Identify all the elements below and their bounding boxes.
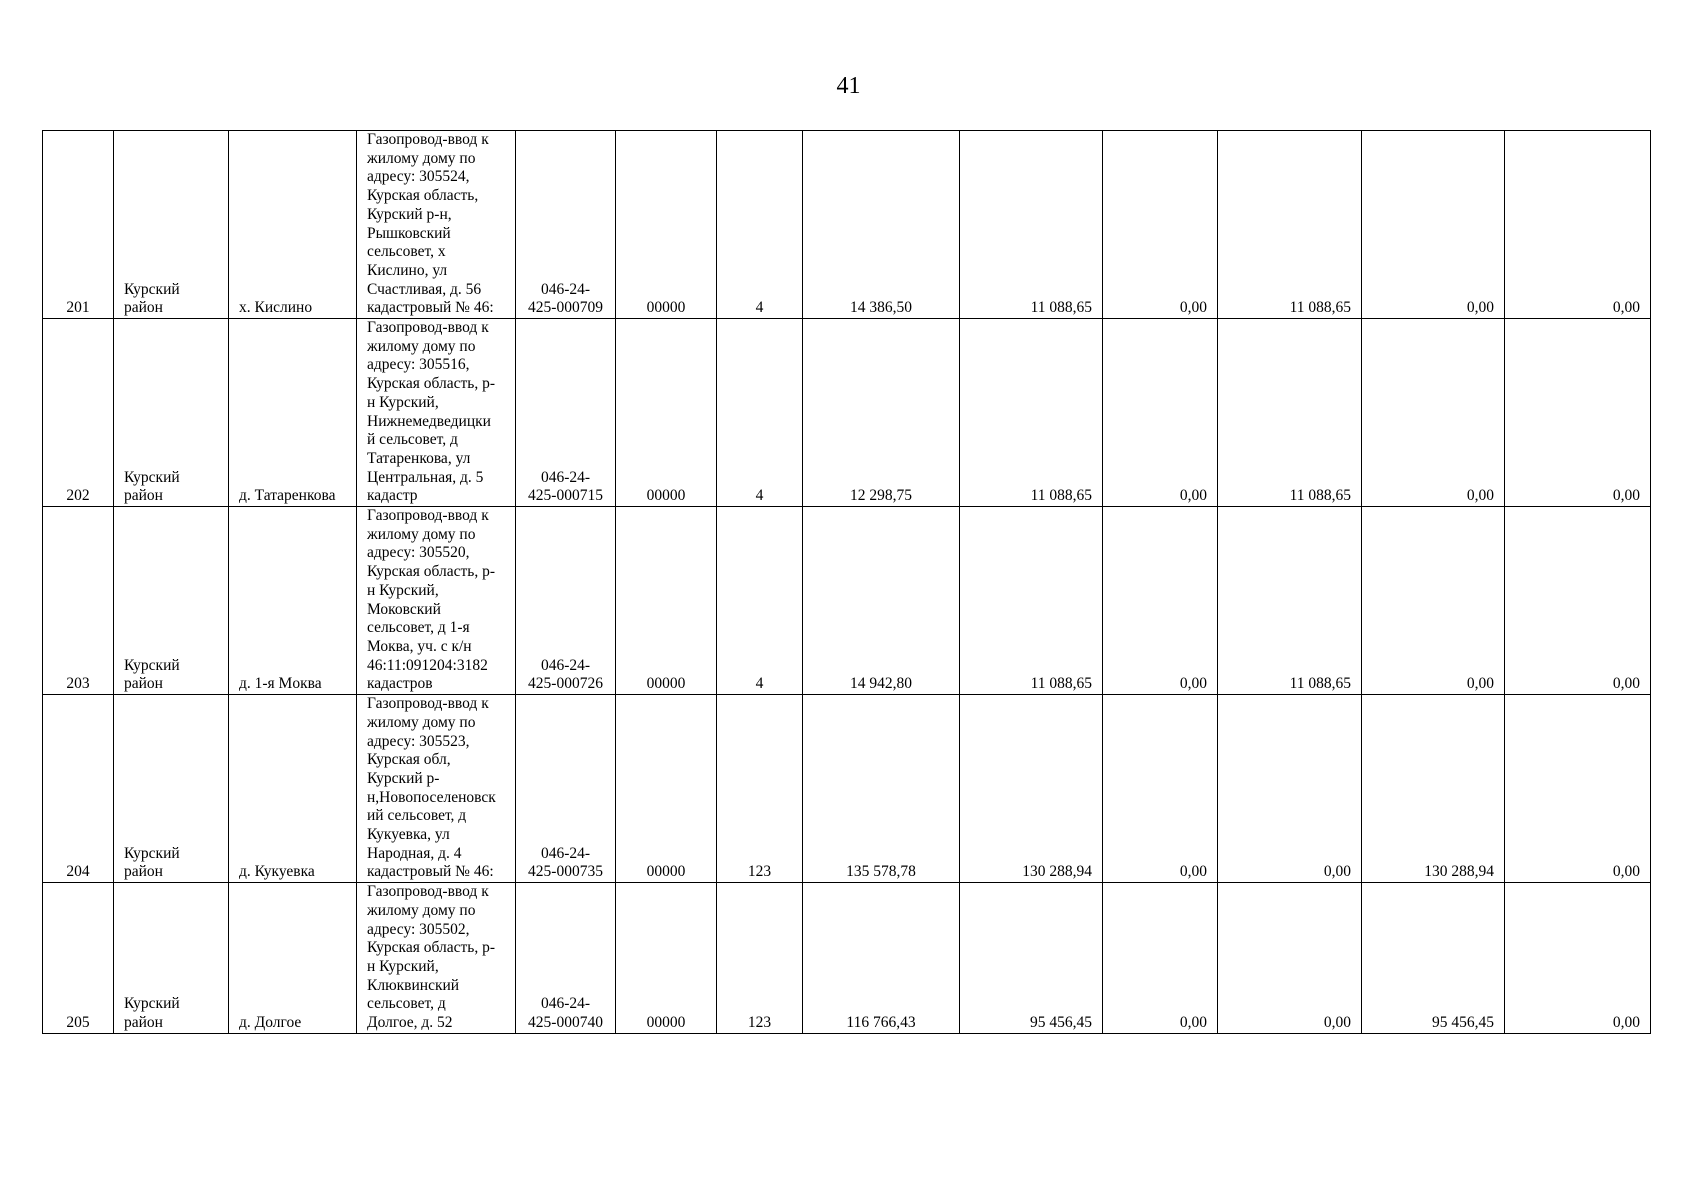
value3-cell: 0,00	[1103, 883, 1218, 1034]
table-row	[43, 131, 1651, 319]
value2-cell: 130 288,94	[960, 695, 1103, 883]
description-cell: Газопровод-ввод к жилому дому по адресу: 305516, Курская область, р- н Курский, Нижнемедведицки й сельсовет, д Татаренкова, ул Центральная, д. 5 кадастр	[357, 319, 516, 507]
value6-cell: 0,00	[1505, 319, 1651, 507]
value3-cell: 0,00	[1103, 131, 1218, 319]
value6-cell: 0,00	[1505, 695, 1651, 883]
settlement-cell: х. Кислино	[229, 131, 357, 319]
table-row	[43, 883, 1651, 1034]
district-cell: Курский район	[114, 695, 229, 883]
code2-cell: 00000	[616, 131, 717, 319]
value1-cell: 135 578,78	[803, 695, 960, 883]
value6-cell: 0,00	[1505, 507, 1651, 695]
value2-cell: 11 088,65	[960, 131, 1103, 319]
description-cell: Газопровод-ввод к жилому дому по адресу: 305520, Курская область, р- н Курский, Моковский сельсовет, д 1-я Моква, уч. с к/н 46:11:091204:3182 кадастров	[357, 507, 516, 695]
value5-cell: 130 288,94	[1362, 695, 1505, 883]
table-row	[43, 695, 1651, 883]
quantity-cell: 123	[717, 883, 803, 1034]
value5-cell: 0,00	[1362, 131, 1505, 319]
description-cell: Газопровод-ввод к жилому дому по адресу: 305524, Курская область, Курский р-н, Рышковский сельсовет, х Кислино, ул Счастливая, д. 56 кадастровый № 46:	[357, 131, 516, 319]
table-row	[43, 319, 1651, 507]
value4-cell: 11 088,65	[1218, 319, 1362, 507]
value1-cell: 14 386,50	[803, 131, 960, 319]
quantity-cell: 4	[717, 319, 803, 507]
code2-cell: 00000	[616, 695, 717, 883]
district-cell: Курский район	[114, 131, 229, 319]
value1-cell: 116 766,43	[803, 883, 960, 1034]
description-cell: Газопровод-ввод к жилому дому по адресу: 305523, Курская обл, Курский р- н,Новопоселеновск ий сельсовет, д Кукуевка, ул Народная, д. 4 кадастровый № 46:	[357, 695, 516, 883]
row-number-cell: 204	[43, 695, 114, 883]
value3-cell: 0,00	[1103, 319, 1218, 507]
row-number-cell: 201	[43, 131, 114, 319]
value5-cell: 0,00	[1362, 319, 1505, 507]
value2-cell: 95 456,45	[960, 883, 1103, 1034]
value6-cell: 0,00	[1505, 883, 1651, 1034]
quantity-cell: 4	[717, 507, 803, 695]
value4-cell: 11 088,65	[1218, 131, 1362, 319]
value1-cell: 14 942,80	[803, 507, 960, 695]
district-cell: Курский район	[114, 319, 229, 507]
value3-cell: 0,00	[1103, 507, 1218, 695]
value2-cell: 11 088,65	[960, 507, 1103, 695]
settlement-cell: д. 1-я Мoква	[229, 507, 357, 695]
value4-cell: 0,00	[1218, 883, 1362, 1034]
code-cell: 046-24- 425-000726	[516, 507, 616, 695]
page-number: 41	[836, 73, 861, 99]
quantity-cell: 123	[717, 695, 803, 883]
district-cell: Курский район	[114, 507, 229, 695]
value4-cell: 0,00	[1218, 695, 1362, 883]
code-cell: 046-24- 425-000709	[516, 131, 616, 319]
row-number-cell: 203	[43, 507, 114, 695]
code2-cell: 00000	[616, 507, 717, 695]
value3-cell: 0,00	[1103, 695, 1218, 883]
table-row	[43, 507, 1651, 695]
settlement-cell: д. Кукуевка	[229, 695, 357, 883]
value4-cell: 11 088,65	[1218, 507, 1362, 695]
value5-cell: 0,00	[1362, 507, 1505, 695]
settlement-cell: д. Татаренкова	[229, 319, 357, 507]
code-cell: 046-24- 425-000740	[516, 883, 616, 1034]
code-cell: 046-24- 425-000735	[516, 695, 616, 883]
description-cell: Газопровод-ввод к жилому дому по адресу: 305502, Курская область, р- н Курский, Клюквинский сельсовет, д Долгое, д. 52	[357, 883, 516, 1034]
registry-table	[42, 130, 1651, 1034]
value2-cell: 11 088,65	[960, 319, 1103, 507]
value1-cell: 12 298,75	[803, 319, 960, 507]
code-cell: 046-24- 425-000715	[516, 319, 616, 507]
value5-cell: 95 456,45	[1362, 883, 1505, 1034]
row-number-cell: 202	[43, 319, 114, 507]
settlement-cell: д. Долгое	[229, 883, 357, 1034]
row-number-cell: 205	[43, 883, 114, 1034]
district-cell: Курский район	[114, 883, 229, 1034]
code2-cell: 00000	[616, 319, 717, 507]
quantity-cell: 4	[717, 131, 803, 319]
value6-cell: 0,00	[1505, 131, 1651, 319]
code2-cell: 00000	[616, 883, 717, 1034]
